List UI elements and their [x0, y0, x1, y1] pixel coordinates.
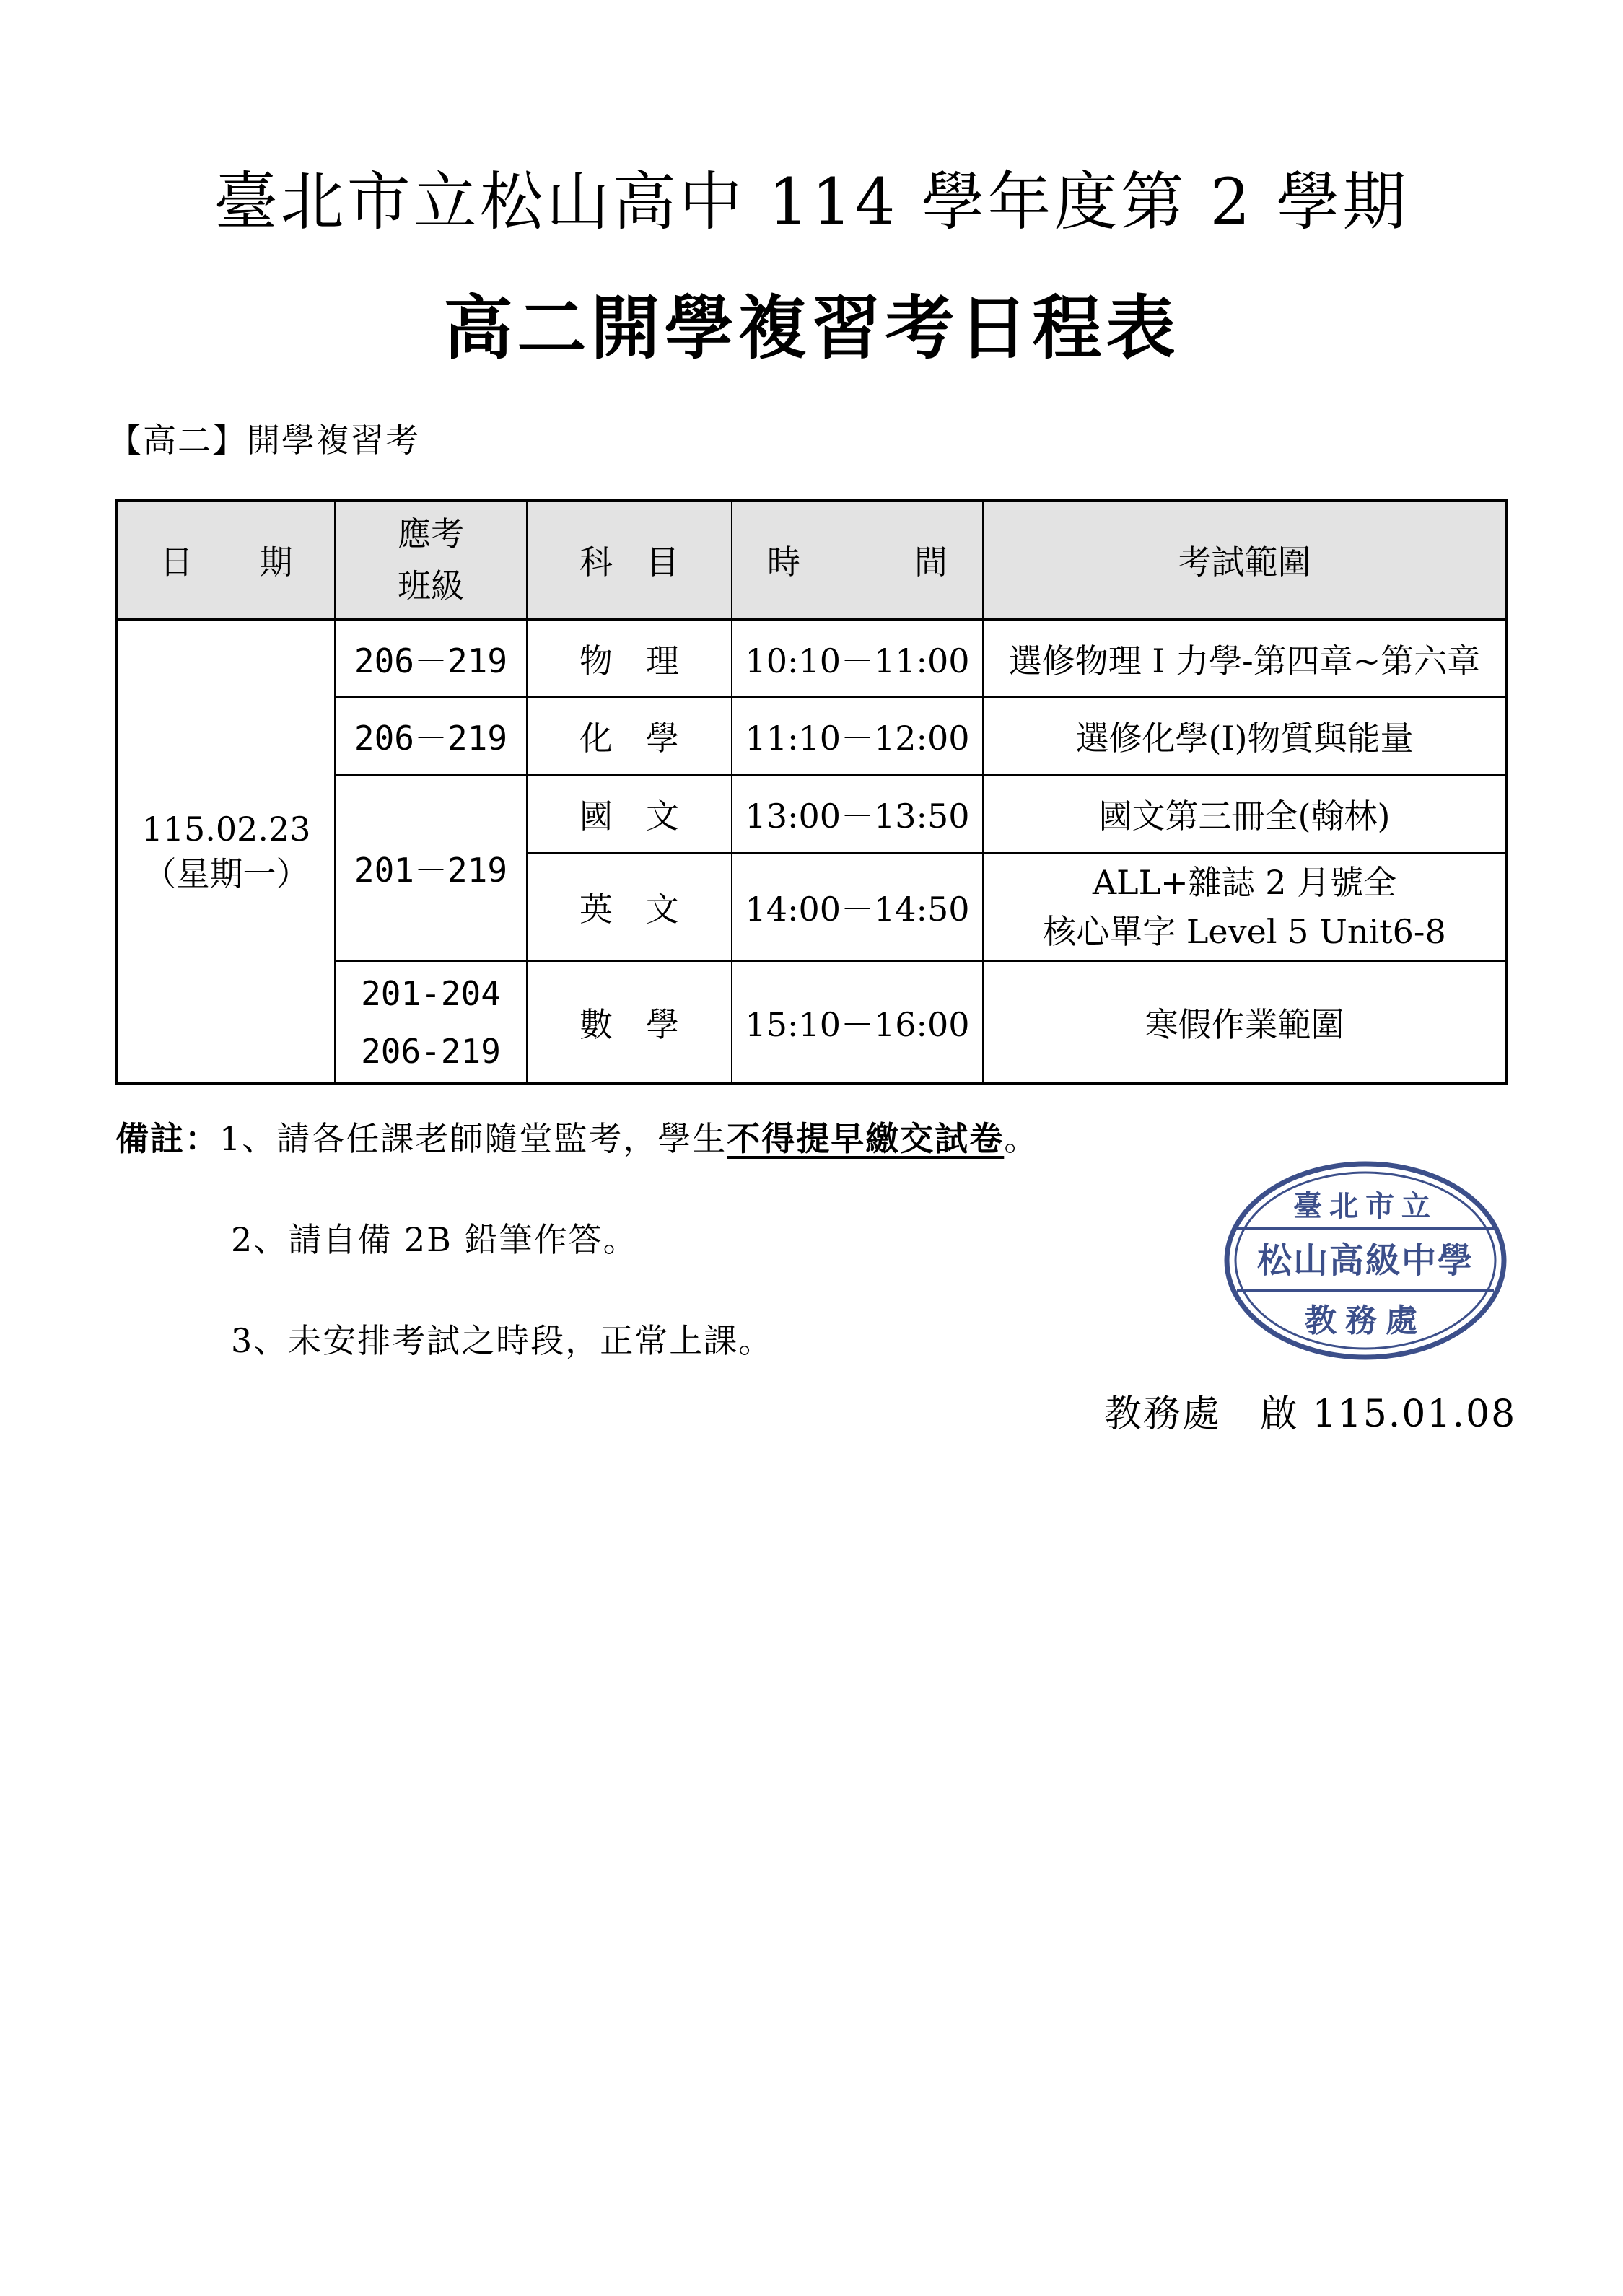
- note-1-text: 1、請各任課老師隨堂監考，學生: [219, 1119, 727, 1158]
- header-range-label: 考試範圍: [1178, 543, 1311, 582]
- classes-line1: 201-204: [361, 973, 501, 1013]
- note-3: 3、未安排考試之時段，正常上課。: [231, 1321, 774, 1360]
- range-cell: 選修化學(I)物質與能量: [983, 697, 1507, 775]
- note-1: [115, 1117, 1038, 1160]
- subject-cell: 國 文: [527, 775, 732, 853]
- header-subject-label: 科 目: [579, 543, 679, 582]
- exam-date-cell: [117, 619, 335, 1084]
- header-subject: [527, 501, 732, 619]
- time-cell: 13:00－13:50: [732, 775, 983, 853]
- classes-cell: 206－219: [335, 619, 527, 697]
- range-line1: ALL+雜誌 2 月號全: [1092, 863, 1397, 902]
- notes-heading: 備註：: [115, 1119, 219, 1158]
- range-cell: [983, 853, 1507, 961]
- classes-cell: 206－219: [335, 697, 527, 775]
- header-date-label: 日 期: [159, 543, 293, 582]
- range-cell: 選修物理 I 力學-第四章~第六章: [983, 619, 1507, 697]
- exam-date: 115.02.23: [141, 810, 311, 849]
- seal-line-2: 松山高級中學: [1256, 1240, 1474, 1281]
- header-class-line1: 應考: [398, 514, 464, 553]
- classes-cell: [335, 961, 527, 1084]
- time-cell: 11:10－12:00: [732, 697, 983, 775]
- office-seal: [1221, 1158, 1510, 1364]
- table-row: [117, 619, 1507, 697]
- range-line2: 核心單字 Level 5 Unit6-8: [1043, 912, 1446, 951]
- classes-cell: 201－219: [335, 775, 527, 961]
- document-title: 臺北市立松山高中 114 學年度第 2 學期: [214, 165, 1409, 239]
- header-date: [117, 501, 335, 619]
- range-cell: 寒假作業範圍: [983, 961, 1507, 1084]
- exam-schedule-table: [115, 499, 1508, 1085]
- subject-cell: 數 學: [527, 961, 732, 1084]
- note-2: 2、請自備 2B 鉛筆作答。: [231, 1220, 638, 1259]
- exam-weekday: （星期一）: [143, 854, 310, 893]
- header-class: [335, 501, 527, 619]
- header-class-line2: 班級: [398, 566, 464, 605]
- subject-cell: 英 文: [527, 853, 732, 961]
- header-range: [983, 501, 1507, 619]
- seal-line-3: 教務處: [1305, 1302, 1426, 1339]
- note-1-suffix: 。: [1004, 1119, 1039, 1158]
- subject-cell: 物 理: [527, 619, 732, 697]
- seal-line-1: 臺北市立: [1293, 1189, 1438, 1223]
- classes-line2: 206-219: [361, 1031, 501, 1071]
- header-time-a: 時: [767, 543, 800, 582]
- signature: 教務處 啟 115.01.08: [1104, 1393, 1517, 1436]
- note-1-emphasis: 不得提早繳交試卷: [727, 1119, 1005, 1158]
- document-subtitle: 高二開學複習考日程表: [443, 287, 1180, 369]
- time-cell: 14:00－14:50: [732, 853, 983, 961]
- time-cell: 15:10－16:00: [732, 961, 983, 1084]
- range-cell: 國文第三冊全(翰林): [983, 775, 1507, 853]
- header-time-b: 間: [914, 543, 948, 582]
- time-cell: 10:10－11:00: [732, 619, 983, 697]
- section-label: 【高二】開學複習考: [108, 421, 420, 460]
- table-header-row: [117, 501, 1507, 619]
- header-time: [732, 501, 983, 619]
- subject-cell: 化 學: [527, 697, 732, 775]
